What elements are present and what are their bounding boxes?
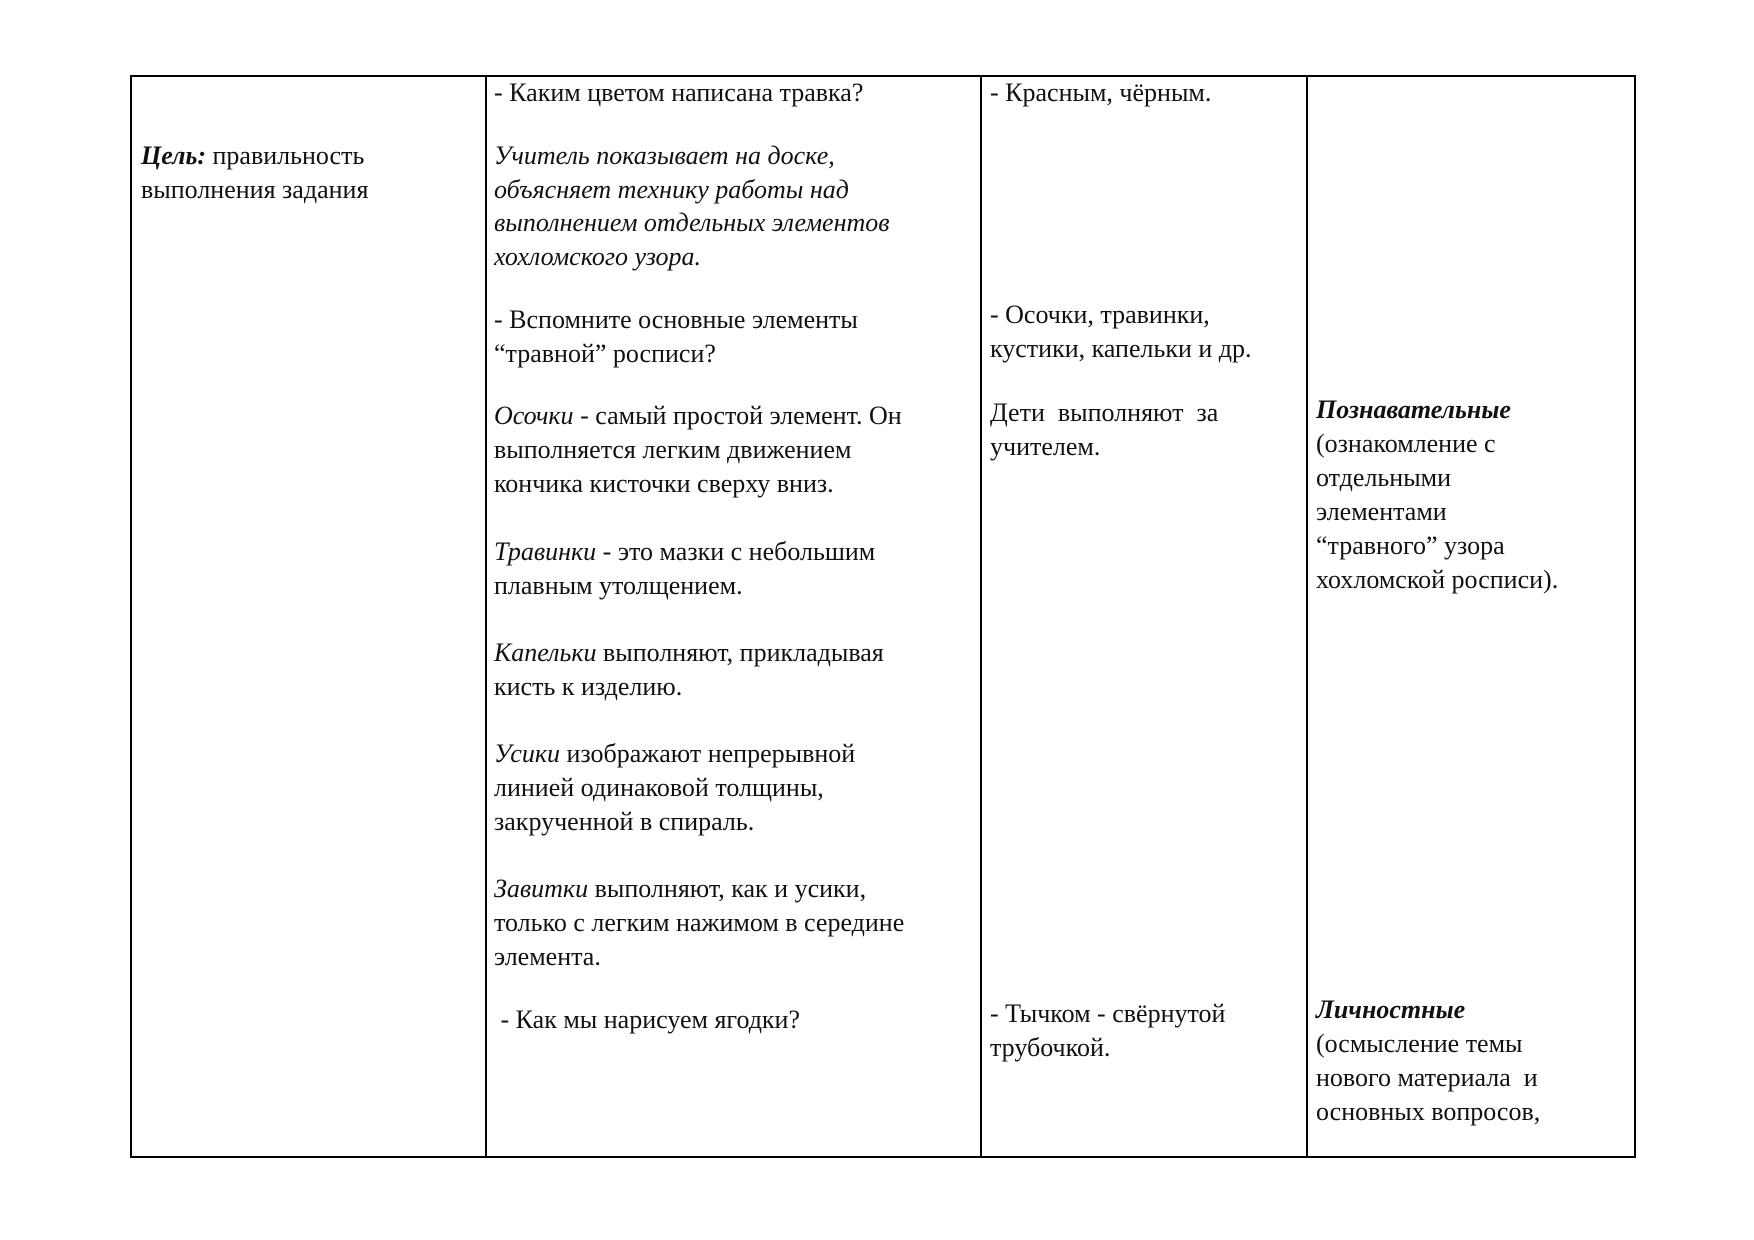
term: Травинки [494,537,597,566]
term-desc: - самый простой элемент. Он [573,401,902,430]
cognitive-title: Познавательные [1316,395,1511,424]
term-desc: изображают непрерывной [559,739,856,768]
personal-text: основных вопросов, [1316,1097,1541,1126]
term: Завитки [494,874,589,903]
column-divider [485,77,487,1156]
question-elements: “травной” росписи? [494,339,716,368]
element-usiki-text: линией одинаковой толщины, [494,773,824,802]
teacher-note: Учитель показывает на доске, [494,141,835,170]
goal-text: правильность [206,141,365,170]
element-usiki [494,737,855,771]
teacher-note: хохломского узора. [494,242,702,271]
term: Капельки [494,638,597,667]
column-divider [980,77,982,1156]
goal-text: выполнения задания [141,175,369,204]
element-osochki [494,399,902,433]
goal-label: Цель: [141,141,206,170]
term: Осочки [494,401,574,430]
teacher-note: выполнением отдельных элементов [494,208,890,237]
question-grass-color: - Каким цветом написана травка? [494,78,864,107]
element-zavitki-text: только с легким нажимом в середине [494,908,905,937]
term-desc: - это мазки с небольшим [596,537,876,566]
personal-text: нового материала и [1316,1063,1538,1092]
element-zavitki [494,872,866,906]
term: Усики [494,739,560,768]
cognitive-text: (ознакомление с [1316,429,1496,458]
element-osochki-text: кончика кисточки сверху вниз. [494,469,834,498]
element-travinki [494,535,875,569]
question-berries: - Как мы нарисуем ягодки? [494,1005,801,1034]
teacher-note: объясняет технику работы над [494,175,849,204]
term-desc: выполняют, прикладывая [596,638,884,667]
cognitive-text: “травного” узора [1316,531,1505,560]
cognitive-text: отдельными [1316,463,1452,492]
element-zavitki-text: элемента. [494,942,601,971]
answer-colors: - Красным, чёрным. [990,78,1212,107]
element-kapelki-text: кисть к изделию. [494,672,683,701]
personal-title: Личностные [1316,995,1466,1024]
answer-berries: - Тычком - свёрнутой [990,999,1226,1028]
element-travinki-text: плавным утолщением. [494,571,743,600]
goal-line [141,139,364,173]
cognitive-text: хохломской росписи). [1316,565,1559,594]
answer-elements: - Осочки, травинки, [990,300,1210,329]
term-desc: выполняют, как и усики, [588,874,867,903]
children-action: учителем. [990,432,1101,461]
element-kapelki [494,636,884,670]
answer-elements: кустики, капельки и др. [990,334,1252,363]
personal-text: (осмысление темы [1316,1029,1523,1058]
cognitive-text: элементами [1316,497,1447,526]
element-osochki-text: выполняется легким движением [494,435,852,464]
children-action: Дети выполняют за [990,398,1219,427]
answer-berries: трубочкой. [990,1033,1111,1062]
question-elements: - Вспомните основные элементы [494,305,858,334]
column-divider [1306,77,1308,1156]
element-usiki-text: закрученной в спираль. [494,807,755,836]
